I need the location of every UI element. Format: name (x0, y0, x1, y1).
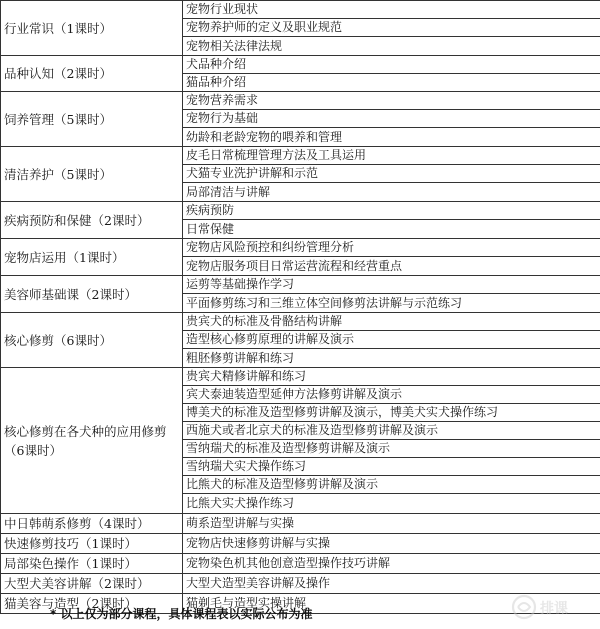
course-topic: 造型核心修剪原理的讲解及演示 (183, 331, 600, 349)
course-row (1, 56, 600, 74)
course-topic: 比熊犬的标准及造型修剪讲解及演示 (183, 476, 600, 494)
svg-text:排课: 排课 (540, 601, 568, 617)
course-row (1, 1, 600, 19)
course-topic: 萌系造型讲解与实操 (183, 514, 600, 534)
curriculum-body (1, 1, 600, 614)
course-row (1, 147, 600, 165)
course-name: 核心修剪在各犬种的应用修剪（6课时） (1, 368, 183, 514)
watermark-logo (510, 591, 590, 623)
course-topic: 宠物店快速修剪讲解与实操 (183, 534, 600, 554)
course-topic: 平面修剪练习和三维立体空间修剪法讲解与示范练习 (183, 294, 600, 313)
course-topic: 粗胚修剪讲解和练习 (183, 349, 600, 368)
course-row (1, 313, 600, 331)
course-topic: 西施犬或者北京犬的标准及造型修剪讲解及演示 (183, 422, 600, 440)
course-row (1, 554, 600, 574)
course-topic: 幼龄和老龄宠物的喂养和管理 (183, 128, 600, 147)
course-row (1, 92, 600, 110)
course-topic: 犬品种介绍 (183, 56, 600, 74)
course-name: 品种认知（2课时） (1, 56, 183, 92)
course-name: 宠物店运用（1课时） (1, 239, 183, 276)
course-topic: 博美犬的标准及造型修剪讲解及演示，博美犬实犬操作练习 (183, 404, 600, 422)
course-row (1, 276, 600, 294)
course-topic: 宠物染色机其他创意造型操作技巧讲解 (183, 554, 600, 574)
course-topic: 大型犬造型美容讲解及操作 (183, 574, 600, 594)
course-topic: 局部清洁与讲解 (183, 183, 600, 202)
course-topic: 宠物营养需求 (183, 92, 600, 110)
course-topic: 比熊犬实犬操作练习 (183, 494, 600, 514)
course-topic: 犬猫专业洗护讲解和示范 (183, 165, 600, 183)
course-name: 行业常识（1课时） (1, 1, 183, 56)
course-name: 快速修剪技巧（1课时） (1, 534, 183, 554)
course-topic: 运剪等基础操作学习 (183, 276, 600, 294)
course-topic: 雪纳瑞犬的标准及造型修剪讲解及演示 (183, 440, 600, 458)
course-topic: 宾犬泰迪装造型延伸方法修剪讲解及演示 (183, 386, 600, 404)
course-topic: 猫剃毛与造型实操讲解 (183, 594, 600, 614)
course-row (1, 368, 600, 386)
course-topic: 贵宾犬精修讲解和练习 (183, 368, 600, 386)
course-row (1, 534, 600, 554)
course-name: 核心修剪（6课时） (1, 313, 183, 368)
course-name: 猫美容与造型（2课时） (1, 594, 183, 614)
course-name: 大型犬美容讲解（2课时） (1, 574, 183, 594)
course-row (1, 202, 600, 220)
course-topic: 宠物行业现状 (183, 1, 600, 19)
course-topic: 雪纳瑞犬实犬操作练习 (183, 458, 600, 476)
course-topic: 皮毛日常梳理管理方法及工具运用 (183, 147, 600, 165)
course-name: 美容师基础课（2课时） (1, 276, 183, 313)
course-name: 局部染色操作（1课时） (1, 554, 183, 574)
course-row (1, 514, 600, 534)
course-topic: 宠物养护师的定义及职业规范 (183, 19, 600, 37)
course-name: 饲养管理（5课时） (1, 92, 183, 147)
footnote: * 以上仅为部分课程，具体课程表以实际公布为准 (50, 607, 313, 621)
course-topic: 宠物相关法律法规 (183, 37, 600, 56)
course-topic: 宠物店风险预控和纠纷管理分析 (183, 239, 600, 257)
course-name: 清洁养护（5课时） (1, 147, 183, 202)
course-topic: 日常保健 (183, 220, 600, 239)
course-topic: 贵宾犬的标准及骨骼结构讲解 (183, 313, 600, 331)
course-topic: 宠物店服务项目日常运营流程和经营重点 (183, 257, 600, 276)
course-topic: 宠物行为基础 (183, 110, 600, 128)
course-topic: 猫品种介绍 (183, 74, 600, 92)
course-row (1, 239, 600, 257)
course-topic: 疾病预防 (183, 202, 600, 220)
course-name: 疾病预防和保健（2课时） (1, 202, 183, 239)
course-name: 中日韩萌系修剪（4课时） (1, 514, 183, 534)
